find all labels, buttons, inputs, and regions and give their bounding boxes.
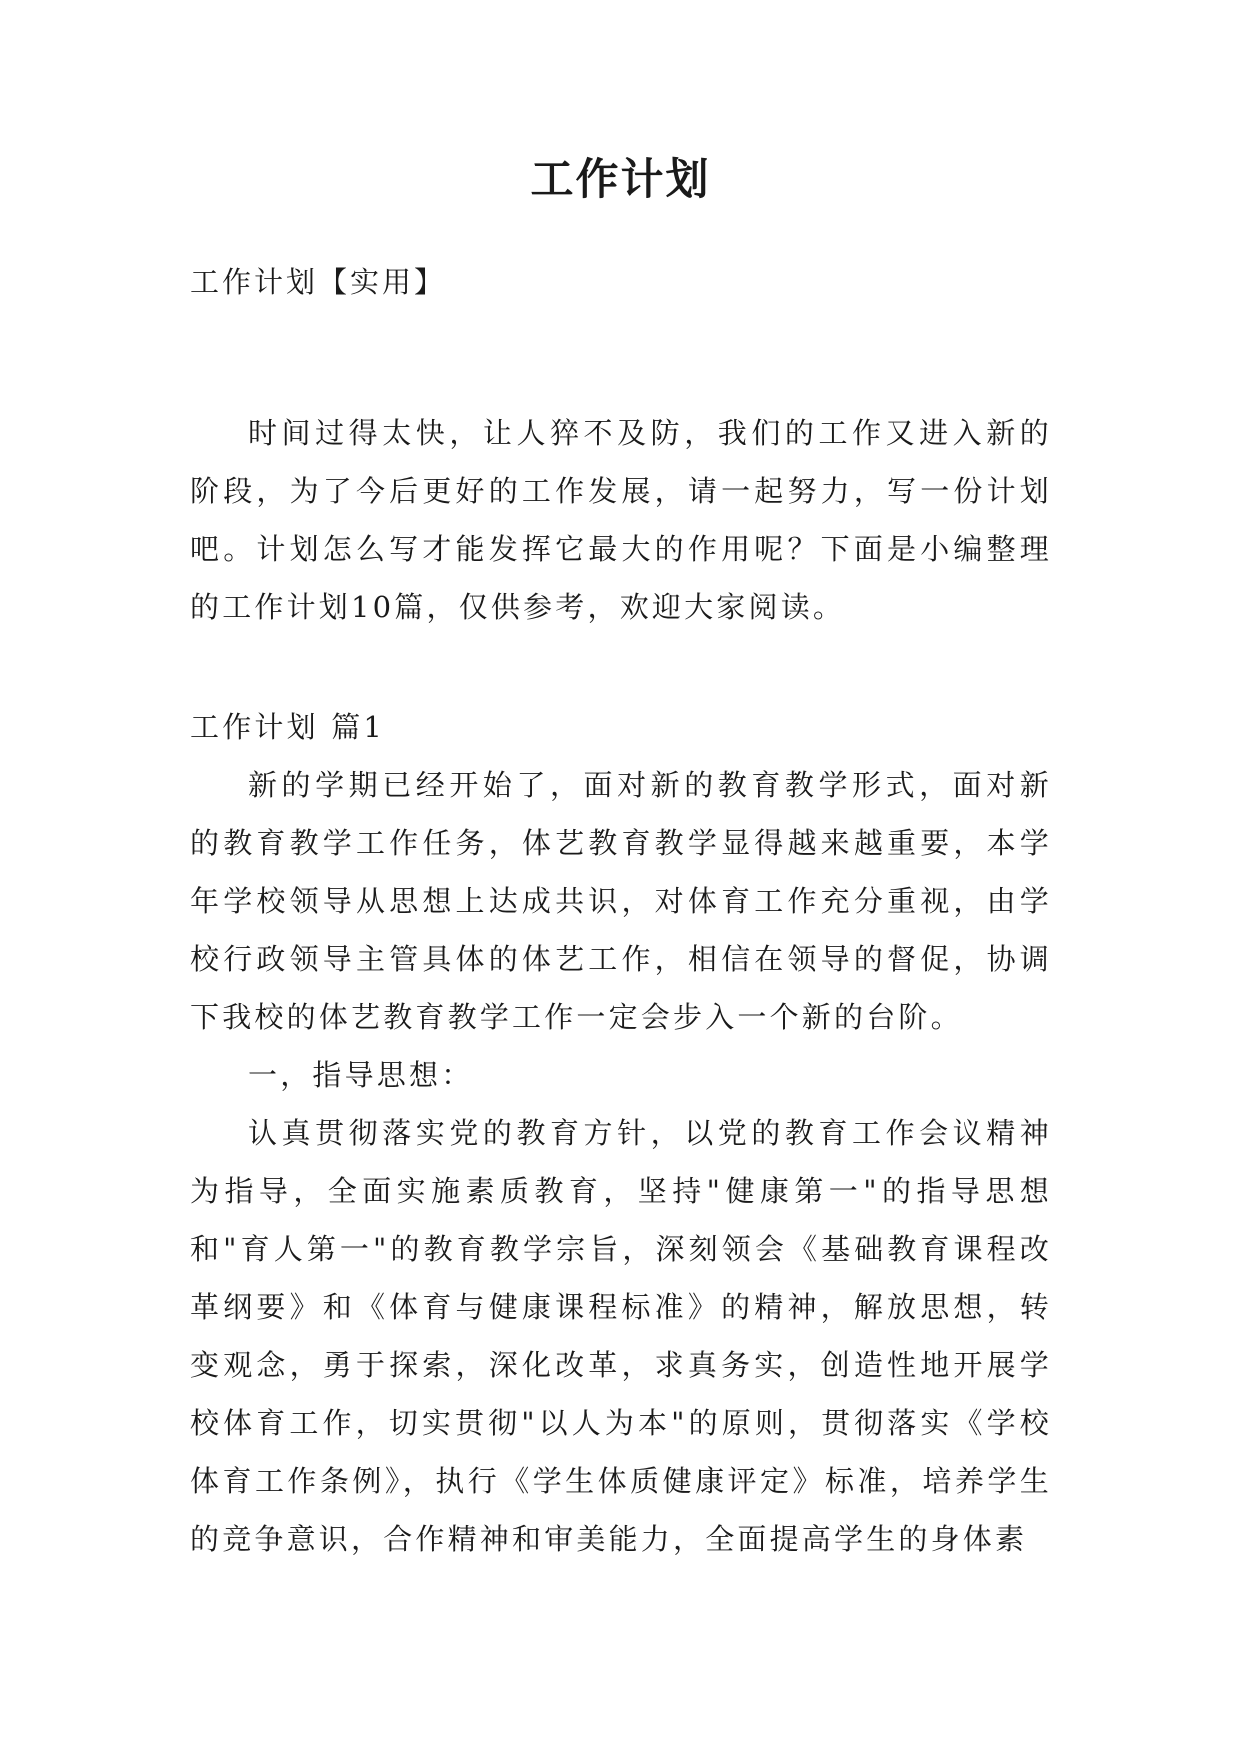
section-heading: 工作计划 篇1 xyxy=(190,710,386,744)
section-block xyxy=(190,698,1052,1568)
subheading-guiding-ideology: 一，指导思想： xyxy=(248,1058,474,1092)
intro-paragraph: 时间过得太快，让人猝不及防，我们的工作又进入新的阶段，为了今后更好的工作发展，请一起努力，写一份计划吧。计划怎么写才能发挥它最大的作用呢？下面是小编整理的工作计划10篇，仅供参考，欢迎大家阅读。 xyxy=(190,416,1052,624)
body-paragraph-2: 认真贯彻落实党的教育方针，以党的教育工作会议精神为指导，全面实施素质教育，坚持"健康第一"的指导思想和"育人第一"的教育教学宗旨，深刻领会《基础教育课程改革纲要》和《体育与健康课程标准》的精神，解放思想，转变观念，勇于探索，深化改革，求真务实，创造性地开展学校体育工作，切实贯彻"以人为本"的原则，贯彻落实《学校体育工作条例》，执行《学生体质健康评定》标准，培养学生的竞争意识，合作精神和审美能力，全面提高学生的身体素 xyxy=(190,1116,1052,1556)
body-paragraph-1: 新的学期已经开始了，面对新的教育教学形式，面对新的教育教学工作任务，体艺教育教学显得越来越重要，本学年学校领导从思想上达成共识，对体育工作充分重视，由学校行政领导主管具体的体艺工作，相信在领导的督促，协调下我校的体艺教育教学工作一定会步入一个新的台阶。 xyxy=(190,768,1052,1034)
document-subtitle: 工作计划【实用】 xyxy=(190,265,447,299)
intro-block xyxy=(190,404,1052,636)
document-title: 工作计划 xyxy=(530,155,711,205)
